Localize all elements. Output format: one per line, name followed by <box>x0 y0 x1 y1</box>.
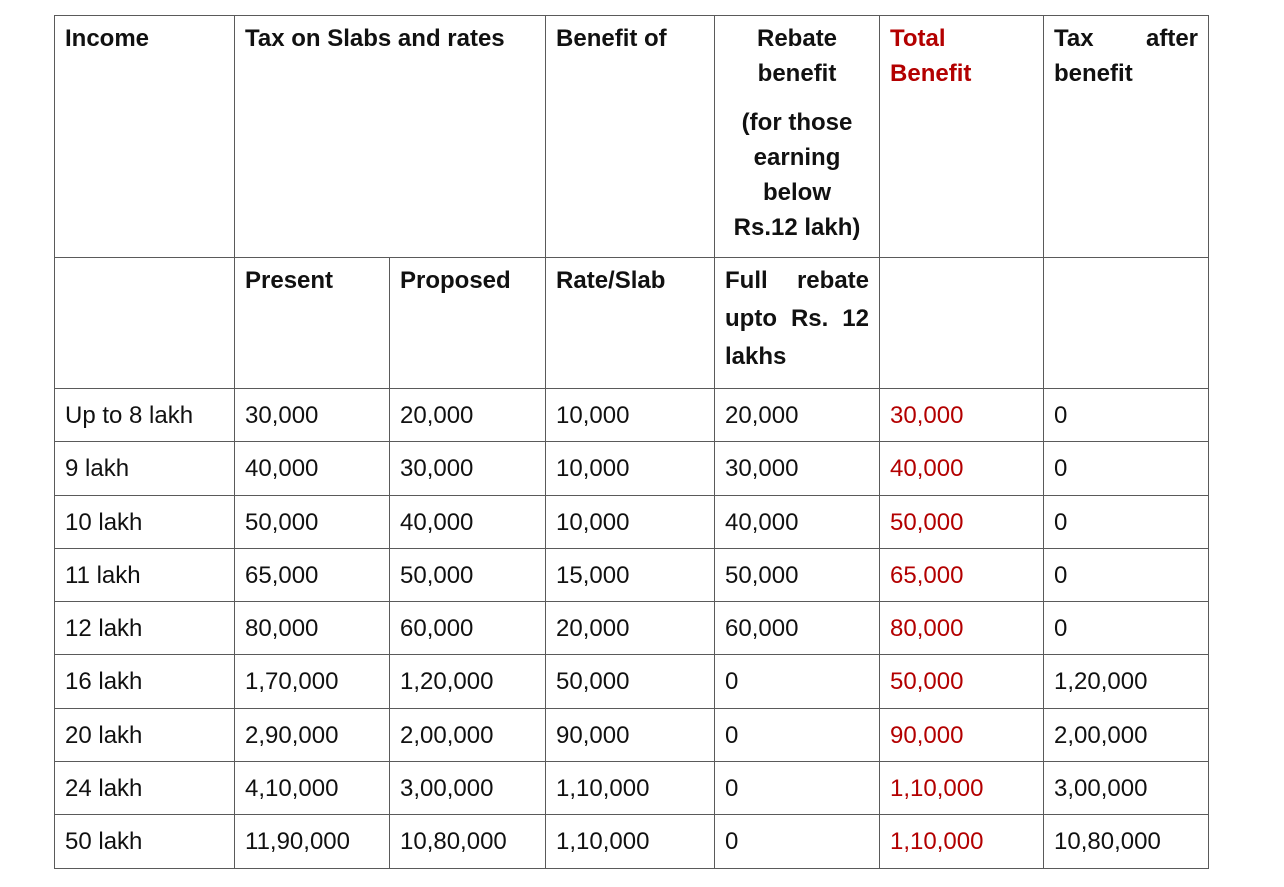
table-row <box>55 762 1209 815</box>
subheader-present: Present <box>235 258 390 389</box>
header-row <box>55 16 1209 258</box>
cell-tax-after: 10,80,000 <box>1044 815 1209 869</box>
full-rebate-word5: 12 <box>842 305 869 332</box>
cell-proposed: 10,80,000 <box>390 815 546 869</box>
tax-after-line2: benefit <box>1054 60 1133 87</box>
cell-proposed: 50,000 <box>390 549 546 602</box>
cell-tax-after: 0 <box>1044 496 1209 549</box>
cell-income: 20 lakh <box>55 709 235 762</box>
rebate-title-line1: Rebate <box>757 25 838 52</box>
cell-proposed: 40,000 <box>390 496 546 549</box>
header-rebate-benefit <box>715 16 880 258</box>
cell-tax-after: 1,20,000 <box>1044 655 1209 709</box>
cell-tax-after: 3,00,000 <box>1044 762 1209 815</box>
cell-proposed: 2,00,000 <box>390 709 546 762</box>
cell-present: 40,000 <box>235 442 390 496</box>
cell-income: 12 lakh <box>55 602 235 655</box>
cell-rebate: 0 <box>715 655 880 709</box>
cell-rate-slab: 10,000 <box>546 442 715 496</box>
cell-rebate: 40,000 <box>715 496 880 549</box>
header-income: Income <box>55 16 235 258</box>
cell-income: 11 lakh <box>55 549 235 602</box>
cell-rate-slab: 1,10,000 <box>546 815 715 869</box>
cell-rate-slab: 20,000 <box>546 602 715 655</box>
subheader-empty-after <box>1044 258 1209 389</box>
table-row <box>55 549 1209 602</box>
cell-total-benefit: 80,000 <box>880 602 1044 655</box>
cell-total-benefit: 1,10,000 <box>880 762 1044 815</box>
cell-proposed: 60,000 <box>390 602 546 655</box>
table-row <box>55 496 1209 549</box>
cell-total-benefit: 50,000 <box>880 496 1044 549</box>
cell-present: 65,000 <box>235 549 390 602</box>
cell-total-benefit: 90,000 <box>880 709 1044 762</box>
cell-income: 16 lakh <box>55 655 235 709</box>
cell-tax-after: 0 <box>1044 602 1209 655</box>
full-rebate-word1: Full <box>725 267 768 294</box>
cell-rate-slab: 15,000 <box>546 549 715 602</box>
cell-income: 50 lakh <box>55 815 235 869</box>
table-row <box>55 442 1209 496</box>
tax-after-word1: Tax <box>1054 25 1094 52</box>
tax-comparison-table <box>54 15 1209 869</box>
full-rebate-line1 <box>725 262 869 300</box>
total-benefit-line1: Total <box>890 25 946 52</box>
cell-income: 24 lakh <box>55 762 235 815</box>
cell-rate-slab: 90,000 <box>546 709 715 762</box>
full-rebate-word2: rebate <box>796 267 870 294</box>
cell-rate-slab: 1,10,000 <box>546 762 715 815</box>
cell-present: 1,70,000 <box>235 655 390 709</box>
header-benefit-of: Benefit of <box>546 16 715 258</box>
cell-rebate: 0 <box>715 709 880 762</box>
cell-total-benefit: 50,000 <box>880 655 1044 709</box>
table-row <box>55 815 1209 869</box>
cell-proposed: 3,00,000 <box>390 762 546 815</box>
cell-proposed: 30,000 <box>390 442 546 496</box>
cell-rebate: 60,000 <box>715 602 880 655</box>
cell-present: 80,000 <box>235 602 390 655</box>
cell-present: 2,90,000 <box>235 709 390 762</box>
subheader-rate-slab: Rate/Slab <box>546 258 715 389</box>
cell-tax-after: 2,00,000 <box>1044 709 1209 762</box>
cell-tax-after: 0 <box>1044 442 1209 496</box>
header-total-benefit <box>880 16 1044 258</box>
subheader-proposed: Proposed <box>390 258 546 389</box>
cell-total-benefit: 40,000 <box>880 442 1044 496</box>
cell-proposed: 20,000 <box>390 389 546 442</box>
subheader-row <box>55 258 1209 389</box>
rebate-note-line4: Rs.12 lakh) <box>733 214 861 241</box>
cell-rebate: 0 <box>715 762 880 815</box>
full-rebate-word4: Rs. <box>790 305 829 332</box>
header-tax-on-slabs: Tax on Slabs and rates <box>235 16 546 258</box>
table-row <box>55 602 1209 655</box>
subheader-empty-income <box>55 258 235 389</box>
full-rebate-line2 <box>725 300 869 338</box>
tax-after-line1 <box>1054 21 1198 56</box>
cell-total-benefit: 65,000 <box>880 549 1044 602</box>
cell-present: 50,000 <box>235 496 390 549</box>
full-rebate-line3: lakhs <box>725 343 787 370</box>
cell-rate-slab: 10,000 <box>546 389 715 442</box>
cell-rate-slab: 10,000 <box>546 496 715 549</box>
table-row <box>55 389 1209 442</box>
rebate-note-line2: earning <box>753 144 841 171</box>
cell-income: 10 lakh <box>55 496 235 549</box>
total-benefit-line2: Benefit <box>890 60 972 87</box>
cell-income: 9 lakh <box>55 442 235 496</box>
cell-income: Up to 8 lakh <box>55 389 235 442</box>
header-tax-after-benefit <box>1044 16 1209 258</box>
rebate-note-line1: (for those <box>741 109 853 136</box>
cell-tax-after: 0 <box>1044 389 1209 442</box>
cell-rate-slab: 50,000 <box>546 655 715 709</box>
cell-rebate: 30,000 <box>715 442 880 496</box>
cell-present: 30,000 <box>235 389 390 442</box>
rebate-note-line3: below <box>763 179 832 206</box>
subheader-full-rebate <box>715 258 880 389</box>
cell-proposed: 1,20,000 <box>390 655 546 709</box>
table-row <box>55 709 1209 762</box>
table-row <box>55 655 1209 709</box>
cell-total-benefit: 1,10,000 <box>880 815 1044 869</box>
cell-total-benefit: 30,000 <box>880 389 1044 442</box>
full-rebate-word3: upto <box>725 305 777 332</box>
rebate-title-line2: benefit <box>757 60 837 87</box>
cell-rebate: 0 <box>715 815 880 869</box>
subheader-empty-total <box>880 258 1044 389</box>
cell-present: 11,90,000 <box>235 815 390 869</box>
cell-tax-after: 0 <box>1044 549 1209 602</box>
cell-rebate: 20,000 <box>715 389 880 442</box>
tax-after-word2: after <box>1145 25 1199 52</box>
cell-rebate: 50,000 <box>715 549 880 602</box>
cell-present: 4,10,000 <box>235 762 390 815</box>
